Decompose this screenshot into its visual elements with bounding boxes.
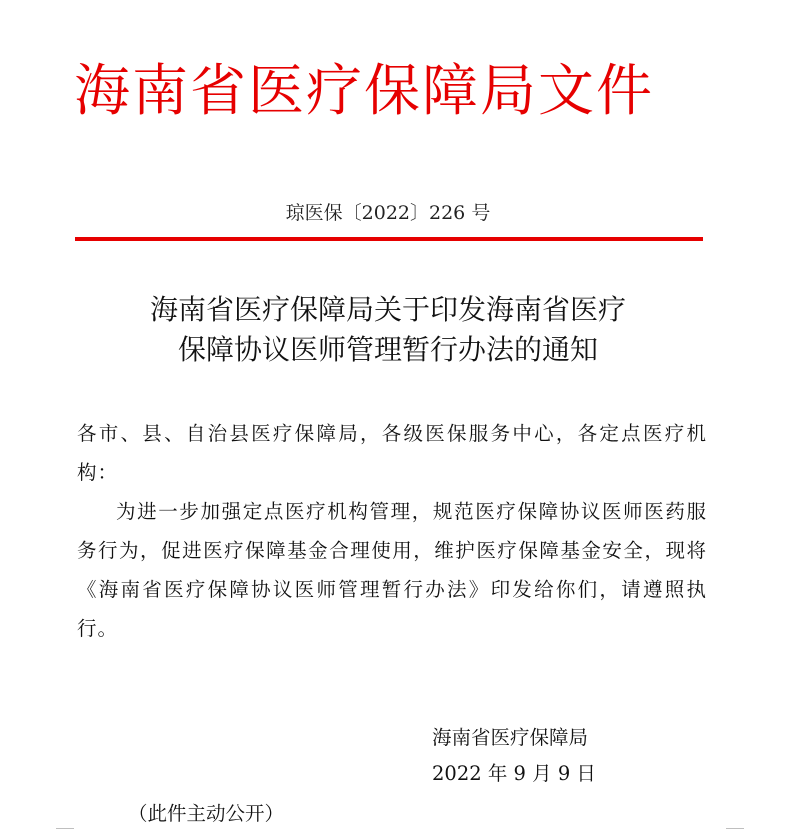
salutation: 各市、县、自治县医疗保障局，各级医保服务中心，各定点医疗机构： [77,422,707,484]
page-corner-mark-left [56,828,74,829]
disclosure-note: （此件主动公开） [128,802,285,825]
issue-date: 2022 年 9 月 9 日 [432,762,596,785]
document-title-line-2: 保障协议医师管理暂行办法的通知 [177,333,598,366]
document-title [0,290,776,370]
document-body [77,414,707,648]
document-number: 琼医保〔2022〕226 号 [285,202,491,224]
issuer-name: 海南省医疗保障局 [432,726,589,749]
page-edge-marks [0,826,800,832]
page-corner-mark-right [726,828,744,829]
red-divider-line [75,237,703,241]
document-title-line-1: 海南省医疗保障局关于印发海南省医疗 [149,293,626,326]
body-paragraph: 为进一步加强定点医疗机构管理，规范医疗保障协议医师医药服务行为，促进医疗保障基金合理使用，维护医疗保障基金安全，现将《海南省医疗保障协议医师管理暂行办法》印发给你们，请遵照执行。 [77,500,707,640]
signature-block [432,720,596,792]
document-header-title: 海南省医疗保障局文件 [74,59,654,124]
